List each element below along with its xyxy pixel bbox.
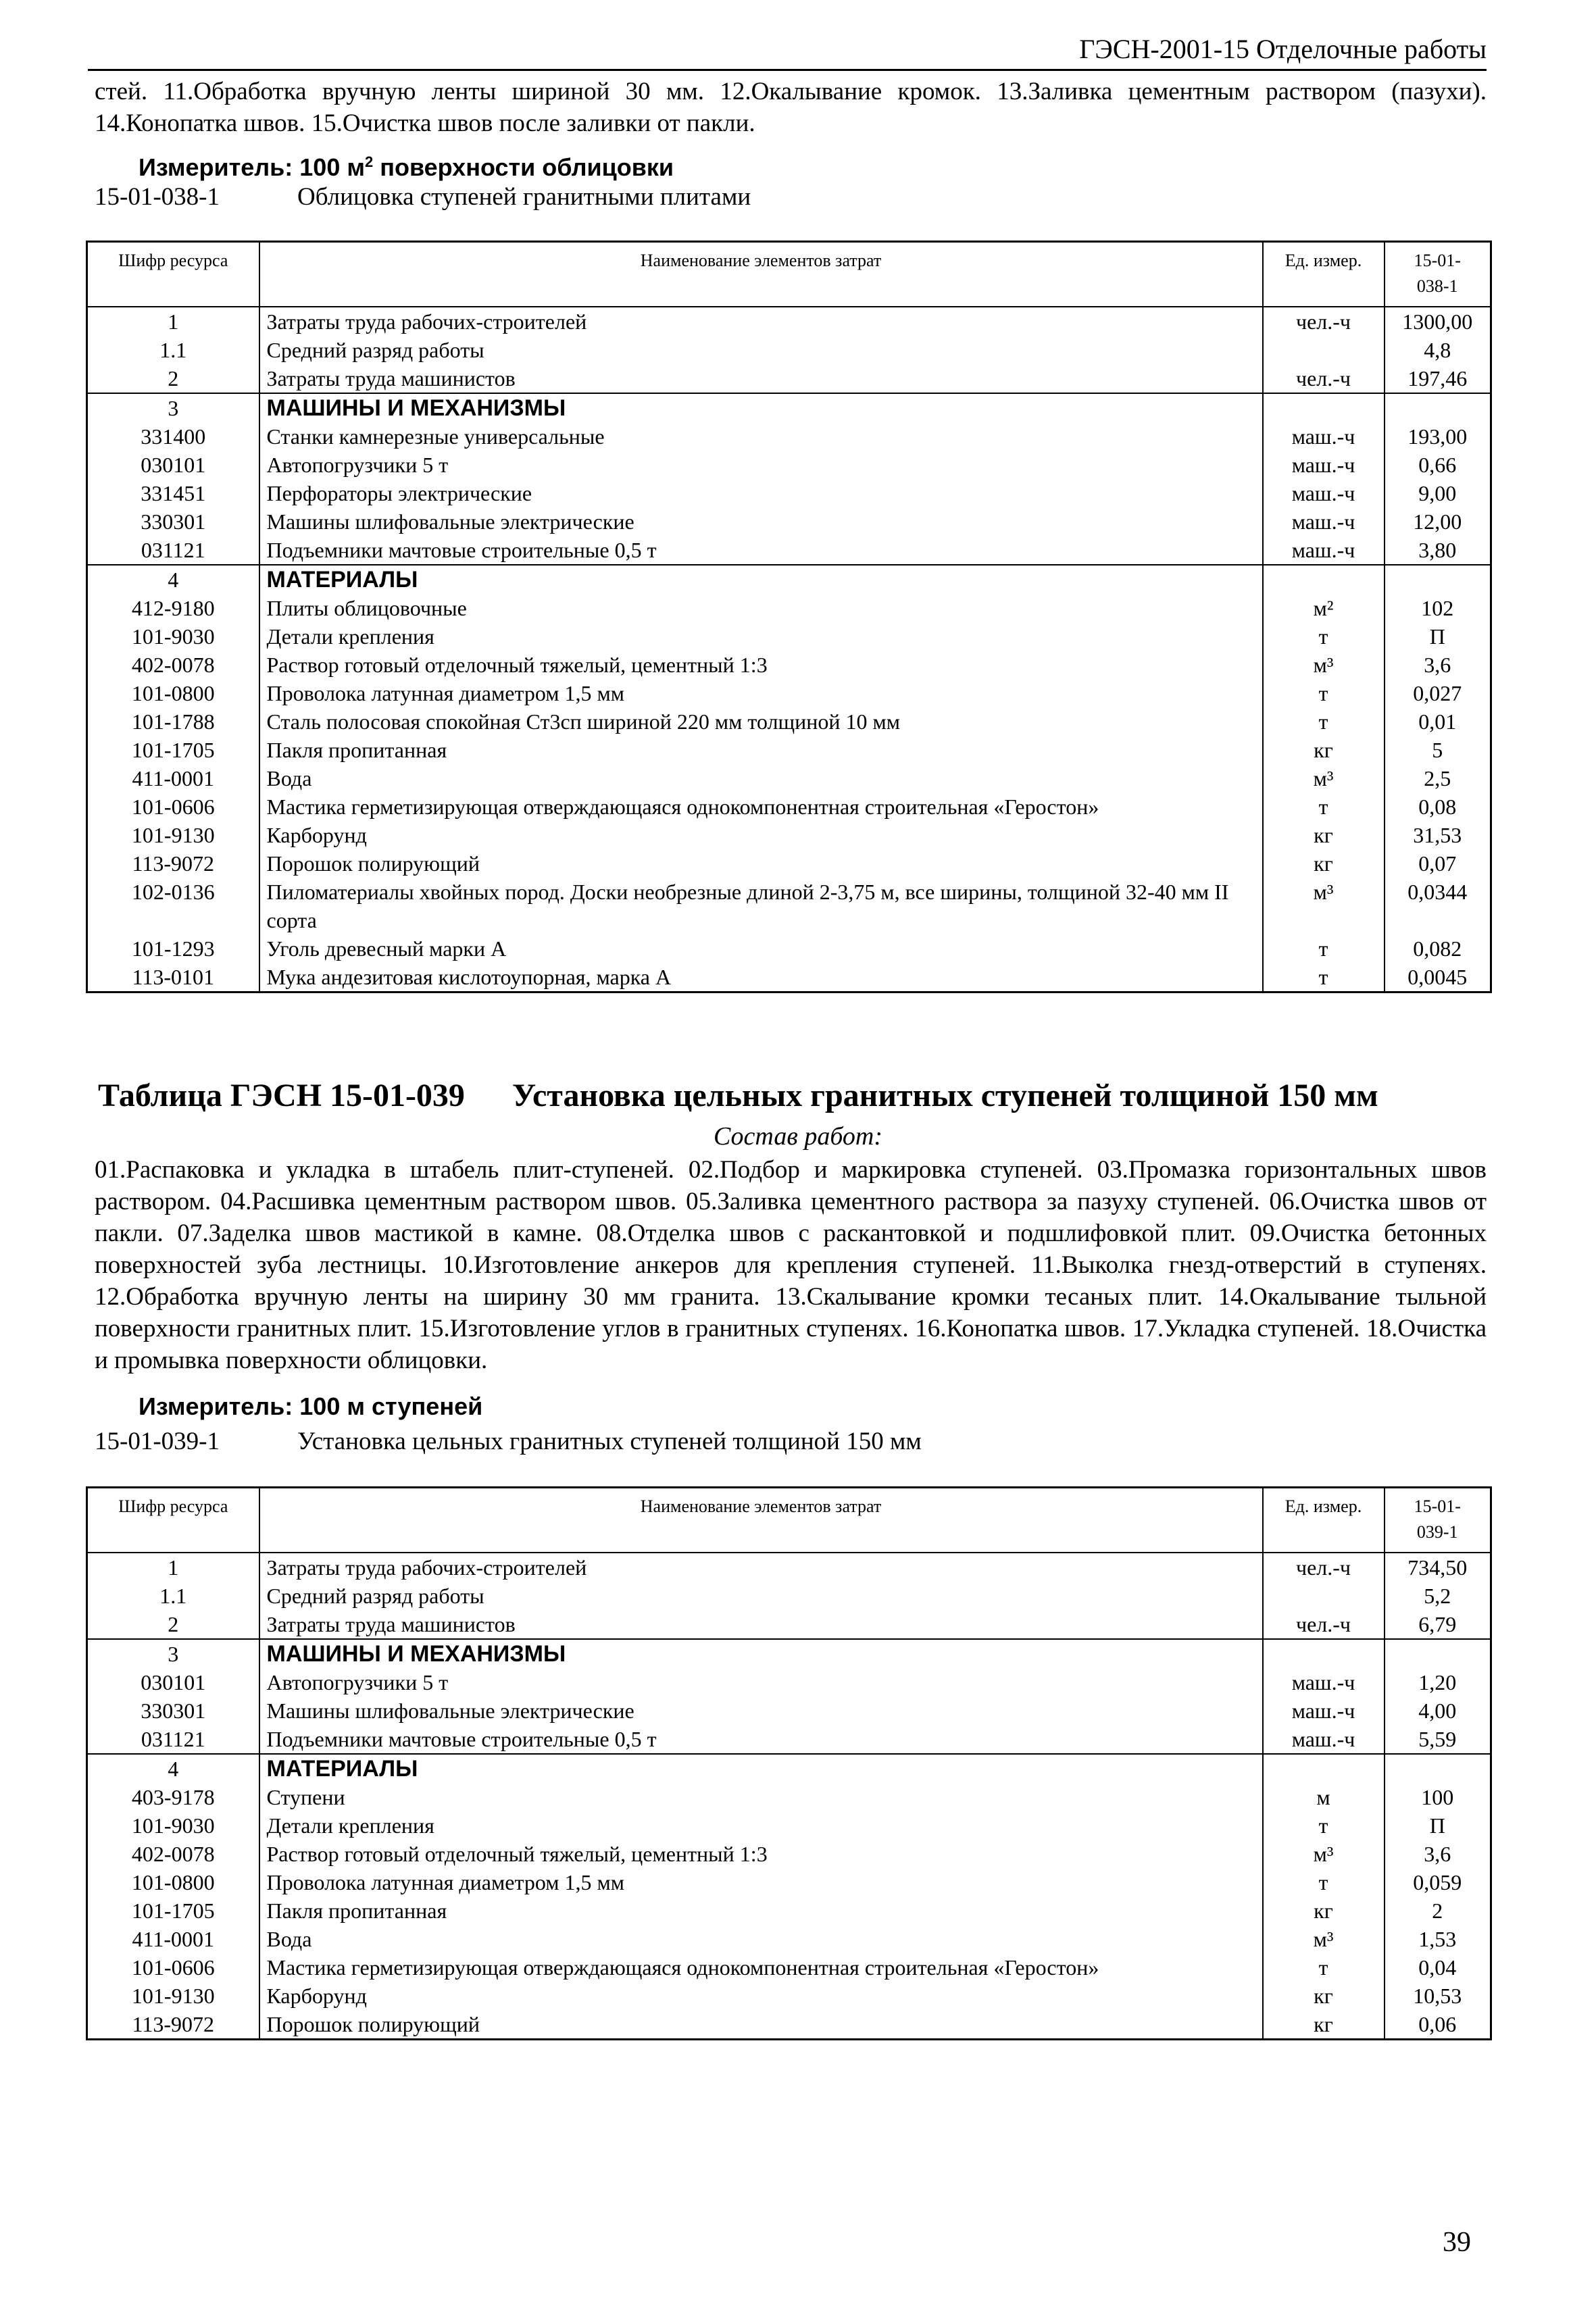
resource-code: 113-0101 bbox=[87, 963, 259, 992]
subtitle-1 bbox=[95, 181, 751, 213]
resource-value bbox=[1385, 393, 1491, 422]
table-row bbox=[87, 679, 1491, 707]
table-row bbox=[87, 1696, 1491, 1725]
header-code: Шифр ресурса bbox=[87, 1488, 259, 1553]
table-row bbox=[87, 479, 1491, 507]
resource-value: 2 bbox=[1385, 1896, 1491, 1925]
subtitle-code: 15-01-038-1 bbox=[95, 183, 220, 211]
table-row bbox=[87, 565, 1491, 594]
resource-unit bbox=[1263, 336, 1385, 364]
resource-name: Мастика герметизирующая отверждающаяся однокомпонентная строительная «Геростон» bbox=[259, 793, 1263, 821]
resource-unit: м³ bbox=[1263, 651, 1385, 679]
resource-code: 101-9130 bbox=[87, 1982, 259, 2010]
header-value-l2: 039-1 bbox=[1416, 1522, 1458, 1542]
table-row bbox=[87, 963, 1491, 992]
table-title bbox=[98, 1076, 1378, 1116]
resource-code: 330301 bbox=[87, 507, 259, 536]
resource-code: 411-0001 bbox=[87, 1925, 259, 1953]
resource-unit: м³ bbox=[1263, 878, 1385, 934]
table-body-2 bbox=[87, 1553, 1491, 2040]
resource-name: Вода bbox=[259, 764, 1263, 793]
resource-value: 0,06 bbox=[1385, 2010, 1491, 2040]
resource-unit: т bbox=[1263, 679, 1385, 707]
resource-code: 101-0606 bbox=[87, 1953, 259, 1982]
resource-value: 1,53 bbox=[1385, 1925, 1491, 1953]
table-body-1 bbox=[87, 307, 1491, 992]
resource-name: Затраты труда машинистов bbox=[259, 364, 1263, 393]
resource-name: Автопогрузчики 5 т bbox=[259, 451, 1263, 479]
table-row bbox=[87, 707, 1491, 736]
subtitle-2 bbox=[95, 1426, 922, 1458]
resource-value: 5,2 bbox=[1385, 1582, 1491, 1610]
resource-value: 197,46 bbox=[1385, 364, 1491, 393]
resource-code: 101-1705 bbox=[87, 1896, 259, 1925]
resource-unit: маш.-ч bbox=[1263, 507, 1385, 536]
resource-unit bbox=[1263, 565, 1385, 594]
table-row bbox=[87, 2010, 1491, 2040]
resource-value: 5 bbox=[1385, 736, 1491, 764]
header-unit: Ед. измер. bbox=[1263, 242, 1385, 307]
resource-name: Затраты труда машинистов bbox=[259, 1610, 1263, 1639]
measure-suffix: поверхности облицовки bbox=[373, 153, 674, 181]
subtitle-name-2: Установка цельных гранитных ступеней толщиной 150 мм bbox=[297, 1428, 922, 1455]
table-row bbox=[87, 793, 1491, 821]
resource-value: 193,00 bbox=[1385, 422, 1491, 451]
resource-value: 0,082 bbox=[1385, 934, 1491, 963]
resource-value: 3,80 bbox=[1385, 536, 1491, 565]
resource-unit: т bbox=[1263, 1953, 1385, 1982]
resource-unit bbox=[1263, 393, 1385, 422]
table-row bbox=[87, 336, 1491, 364]
resource-value bbox=[1385, 1754, 1491, 1783]
resource-unit: т bbox=[1263, 622, 1385, 651]
resource-code: 403-9178 bbox=[87, 1783, 259, 1811]
resource-value: 9,00 bbox=[1385, 479, 1491, 507]
resource-code: 1.1 bbox=[87, 1582, 259, 1610]
resource-value: 4,8 bbox=[1385, 336, 1491, 364]
resource-name: МАТЕРИАЛЫ bbox=[259, 1754, 1263, 1783]
resource-name: Затраты труда рабочих-строителей bbox=[259, 307, 1263, 336]
resource-name: Уголь древесный марки А bbox=[259, 934, 1263, 963]
resource-name: Мастика герметизирующая отверждающаяся однокомпонентная строительная «Геростон» bbox=[259, 1953, 1263, 1982]
resource-unit bbox=[1263, 1754, 1385, 1783]
resource-value: 3,6 bbox=[1385, 651, 1491, 679]
resource-unit: кг bbox=[1263, 1982, 1385, 2010]
resource-code: 4 bbox=[87, 565, 259, 594]
resource-code: 101-0606 bbox=[87, 793, 259, 821]
table-row bbox=[87, 364, 1491, 393]
table-row bbox=[87, 878, 1491, 934]
resource-unit: маш.-ч bbox=[1263, 1696, 1385, 1725]
resource-name: МАШИНЫ И МЕХАНИЗМЫ bbox=[259, 1639, 1263, 1668]
resource-value: 0,0344 bbox=[1385, 878, 1491, 934]
resource-value: П bbox=[1385, 622, 1491, 651]
table-row bbox=[87, 764, 1491, 793]
resource-code: 101-9030 bbox=[87, 622, 259, 651]
resource-unit: м³ bbox=[1263, 1840, 1385, 1868]
table-row bbox=[87, 651, 1491, 679]
resource-code: 402-0078 bbox=[87, 1840, 259, 1868]
resource-unit: т bbox=[1263, 1811, 1385, 1840]
resource-name: Карборунд bbox=[259, 821, 1263, 849]
resource-name: Автопогрузчики 5 т bbox=[259, 1668, 1263, 1696]
resource-name: Мука андезитовая кислотоупорная, марка А bbox=[259, 963, 1263, 992]
header-code: Шифр ресурса bbox=[87, 242, 259, 307]
resource-code: 1 bbox=[87, 307, 259, 336]
resource-unit: чел.-ч bbox=[1263, 1610, 1385, 1639]
resource-code: 331451 bbox=[87, 479, 259, 507]
resource-code: 1.1 bbox=[87, 336, 259, 364]
header-value-l2: 038-1 bbox=[1416, 276, 1458, 296]
table-row bbox=[87, 849, 1491, 878]
resource-code: 102-0136 bbox=[87, 878, 259, 934]
resource-name: Ступени bbox=[259, 1783, 1263, 1811]
table-row bbox=[87, 307, 1491, 336]
table-row bbox=[87, 1725, 1491, 1754]
resource-unit: т bbox=[1263, 793, 1385, 821]
table-row bbox=[87, 1896, 1491, 1925]
resource-unit: т bbox=[1263, 1868, 1385, 1896]
resource-unit: кг bbox=[1263, 736, 1385, 764]
resource-name: Пиломатериалы хвойных пород. Доски необрезные длиной 2-3,75 м, все ширины, толщиной 32-40 мм II сорта bbox=[259, 878, 1263, 934]
table-row bbox=[87, 622, 1491, 651]
table-row bbox=[87, 736, 1491, 764]
resource-unit: т bbox=[1263, 934, 1385, 963]
resource-name: МАШИНЫ И МЕХАНИЗМЫ bbox=[259, 393, 1263, 422]
measure-prefix: Измеритель: 100 м bbox=[139, 153, 365, 181]
resource-code: 402-0078 bbox=[87, 651, 259, 679]
table-row bbox=[87, 934, 1491, 963]
resource-code: 1 bbox=[87, 1553, 259, 1582]
resource-value: 1,20 bbox=[1385, 1668, 1491, 1696]
resource-code: 412-9180 bbox=[87, 594, 259, 622]
resource-code: 2 bbox=[87, 1610, 259, 1639]
resource-code: 3 bbox=[87, 1639, 259, 1668]
resource-unit: чел.-ч bbox=[1263, 364, 1385, 393]
resource-name: Детали крепления bbox=[259, 622, 1263, 651]
resource-name: Раствор готовый отделочный тяжелый, цементный 1:3 bbox=[259, 651, 1263, 679]
table-row bbox=[87, 1553, 1491, 1582]
resource-unit: кг bbox=[1263, 849, 1385, 878]
resource-value: 2,5 bbox=[1385, 764, 1491, 793]
resource-unit: чел.-ч bbox=[1263, 1553, 1385, 1582]
continuation-text: стей. 11.Обработка вручную ленты шириной 30 мм. 12.Окалывание кромок. 13.Заливка цементным раствором (пазухи). 14.Конопатка швов. 15.Очистка швов после заливки от пакли. bbox=[95, 78, 1487, 137]
resource-name: Карборунд bbox=[259, 1982, 1263, 2010]
composition-label: Состав работ: bbox=[713, 1122, 883, 1151]
subtitle-name: Облицовка ступеней гранитными плитами bbox=[297, 183, 751, 211]
resource-name: Проволока латунная диаметром 1,5 мм bbox=[259, 679, 1263, 707]
measure-line-1 bbox=[139, 146, 674, 184]
resource-name: МАТЕРИАЛЫ bbox=[259, 565, 1263, 594]
composition-text: 01.Распаковка и укладка в штабель плит-ступеней. 02.Подбор и маркировка ступеней. 03.Промазка горизонтальных швов раствором. 04.Расшивка цементным раствором швов. 05.Заливка цементного раствора за пазуху ступеней. 06.Очистка швов от пакли. 07.Заделка швов мастикой в камне. 08.Отделка швов с раскантовкой и подшлифовкой плит. 09.Очистка бетонных поверхностей зуба лестницы. 10.Изготовление анкеров для крепления ступеней. 11.Выколка гнезд-отверстий в ступенях. 12.Обработка вручную ленты на ширину 30 мм гранита. 13.Скалывание кромки тесаных плит. 14.Окалывание тыльной поверхности гранитных плит. 15.Изготовление углов в гранитных ступенях. 16.Конопатка швов. 17.Укладка ступеней. 18.Очистка и промывка поверхности облицовки. bbox=[95, 1156, 1487, 1374]
resource-name: Плиты облицовочные bbox=[259, 594, 1263, 622]
resource-name: Порошок полирующий bbox=[259, 2010, 1263, 2040]
table-row bbox=[87, 1754, 1491, 1783]
resource-unit bbox=[1263, 1582, 1385, 1610]
resource-unit: маш.-ч bbox=[1263, 1725, 1385, 1754]
resource-value: 100 bbox=[1385, 1783, 1491, 1811]
table-row bbox=[87, 1582, 1491, 1610]
resource-name: Порошок полирующий bbox=[259, 849, 1263, 878]
measure-line-2: Измеритель: 100 м ступеней bbox=[139, 1392, 483, 1420]
resource-code: 101-1788 bbox=[87, 707, 259, 736]
table-row bbox=[87, 1610, 1491, 1639]
resource-name: Машины шлифовальные электрические bbox=[259, 1696, 1263, 1725]
table-row bbox=[87, 1840, 1491, 1868]
resource-code: 2 bbox=[87, 364, 259, 393]
resource-name: Сталь полосовая спокойная Ст3сп шириной 220 мм толщиной 10 мм bbox=[259, 707, 1263, 736]
resource-value: 0,08 bbox=[1385, 793, 1491, 821]
running-title: ГЭСН-2001-15 Отделочные работы bbox=[88, 30, 1487, 71]
resource-unit: маш.-ч bbox=[1263, 1668, 1385, 1696]
table-row bbox=[87, 507, 1491, 536]
resource-name: Машины шлифовальные электрические bbox=[259, 507, 1263, 536]
resource-code: 031121 bbox=[87, 1725, 259, 1754]
resource-code: 113-9072 bbox=[87, 849, 259, 878]
table-row bbox=[87, 451, 1491, 479]
resource-unit: т bbox=[1263, 963, 1385, 992]
resource-code: 101-0800 bbox=[87, 1868, 259, 1896]
resource-value bbox=[1385, 1639, 1491, 1668]
resource-value: П bbox=[1385, 1811, 1491, 1840]
resource-value: 0,027 bbox=[1385, 679, 1491, 707]
table-row bbox=[87, 1811, 1491, 1840]
resource-value: 31,53 bbox=[1385, 821, 1491, 849]
resource-value: 4,00 bbox=[1385, 1696, 1491, 1725]
resource-value: 0,059 bbox=[1385, 1868, 1491, 1896]
resource-name: Пакля пропитанная bbox=[259, 736, 1263, 764]
table-row bbox=[87, 1982, 1491, 2010]
table-row bbox=[87, 1953, 1491, 1982]
page-number: 39 bbox=[1443, 2227, 1471, 2258]
resource-value: 102 bbox=[1385, 594, 1491, 622]
resource-code: 411-0001 bbox=[87, 764, 259, 793]
measure-sup: 2 bbox=[365, 153, 374, 170]
resource-name: Вода bbox=[259, 1925, 1263, 1953]
resource-value: 0,04 bbox=[1385, 1953, 1491, 1982]
table-row bbox=[87, 1639, 1491, 1668]
header-value bbox=[1385, 1488, 1491, 1553]
resource-code: 101-1293 bbox=[87, 934, 259, 963]
resource-name: Проволока латунная диаметром 1,5 мм bbox=[259, 1868, 1263, 1896]
resource-code: 101-9130 bbox=[87, 821, 259, 849]
table-row bbox=[87, 1925, 1491, 1953]
resource-value bbox=[1385, 565, 1491, 594]
resource-unit: чел.-ч bbox=[1263, 307, 1385, 336]
resource-code: 113-9072 bbox=[87, 2010, 259, 2040]
resource-unit: м² bbox=[1263, 594, 1385, 622]
resource-code: 030101 bbox=[87, 1668, 259, 1696]
table-row bbox=[87, 821, 1491, 849]
resource-code: 3 bbox=[87, 393, 259, 422]
resource-value: 6,79 bbox=[1385, 1610, 1491, 1639]
table-row bbox=[87, 594, 1491, 622]
table-row bbox=[87, 536, 1491, 565]
resource-unit: маш.-ч bbox=[1263, 422, 1385, 451]
resource-name: Раствор готовый отделочный тяжелый, цементный 1:3 bbox=[259, 1840, 1263, 1868]
resource-unit: маш.-ч bbox=[1263, 536, 1385, 565]
resource-unit: м³ bbox=[1263, 764, 1385, 793]
resource-code: 330301 bbox=[87, 1696, 259, 1725]
resource-unit bbox=[1263, 1639, 1385, 1668]
resource-code: 331400 bbox=[87, 422, 259, 451]
header-name: Наименование элементов затрат bbox=[259, 242, 1263, 307]
table-row bbox=[87, 1668, 1491, 1696]
header-value bbox=[1385, 242, 1491, 307]
header-unit: Ед. измер. bbox=[1263, 1488, 1385, 1553]
resource-code: 101-1705 bbox=[87, 736, 259, 764]
resource-name: Средний разряд работы bbox=[259, 1582, 1263, 1610]
table-row bbox=[87, 1868, 1491, 1896]
resource-code: 101-9030 bbox=[87, 1811, 259, 1840]
resource-unit: маш.-ч bbox=[1263, 479, 1385, 507]
resource-name: Станки камнерезные универсальные bbox=[259, 422, 1263, 451]
resource-value: 10,53 bbox=[1385, 1982, 1491, 2010]
table-row bbox=[87, 1783, 1491, 1811]
resource-code: 030101 bbox=[87, 451, 259, 479]
resource-unit: кг bbox=[1263, 1896, 1385, 1925]
resource-value: 5,59 bbox=[1385, 1725, 1491, 1754]
resource-unit: т bbox=[1263, 707, 1385, 736]
resource-value: 12,00 bbox=[1385, 507, 1491, 536]
resource-unit: маш.-ч bbox=[1263, 451, 1385, 479]
resource-unit: м bbox=[1263, 1783, 1385, 1811]
table-label: Таблица ГЭСН 15-01-039 bbox=[98, 1078, 465, 1113]
resource-name: Подъемники мачтовые строительные 0,5 т bbox=[259, 536, 1263, 565]
resource-unit: кг bbox=[1263, 2010, 1385, 2040]
resource-name: Перфораторы электрические bbox=[259, 479, 1263, 507]
table-row bbox=[87, 393, 1491, 422]
resource-value: 0,07 bbox=[1385, 849, 1491, 878]
resource-name: Пакля пропитанная bbox=[259, 1896, 1263, 1925]
resource-value: 3,6 bbox=[1385, 1840, 1491, 1868]
resource-value: 1300,00 bbox=[1385, 307, 1491, 336]
resource-code: 031121 bbox=[87, 536, 259, 565]
resource-code: 4 bbox=[87, 1754, 259, 1783]
subtitle-code-2: 15-01-039-1 bbox=[95, 1428, 220, 1455]
resource-table-1 bbox=[86, 241, 1492, 993]
resource-value: 734,50 bbox=[1385, 1553, 1491, 1582]
resource-name: Детали крепления bbox=[259, 1811, 1263, 1840]
header-name: Наименование элементов затрат bbox=[259, 1488, 1263, 1553]
header-value-l1: 15-01- bbox=[1414, 1496, 1461, 1516]
table-row bbox=[87, 422, 1491, 451]
resource-unit: м³ bbox=[1263, 1925, 1385, 1953]
header-value-l1: 15-01- bbox=[1414, 251, 1461, 270]
resource-value: 0,01 bbox=[1385, 707, 1491, 736]
resource-table-2 bbox=[86, 1486, 1492, 2040]
resource-code: 101-0800 bbox=[87, 679, 259, 707]
resource-name: Средний разряд работы bbox=[259, 336, 1263, 364]
table-name: Установка цельных гранитных ступеней толщиной 150 мм bbox=[512, 1078, 1378, 1113]
resource-value: 0,0045 bbox=[1385, 963, 1491, 992]
resource-unit: кг bbox=[1263, 821, 1385, 849]
resource-value: 0,66 bbox=[1385, 451, 1491, 479]
resource-name: Подъемники мачтовые строительные 0,5 т bbox=[259, 1725, 1263, 1754]
resource-name: Затраты труда рабочих-строителей bbox=[259, 1553, 1263, 1582]
